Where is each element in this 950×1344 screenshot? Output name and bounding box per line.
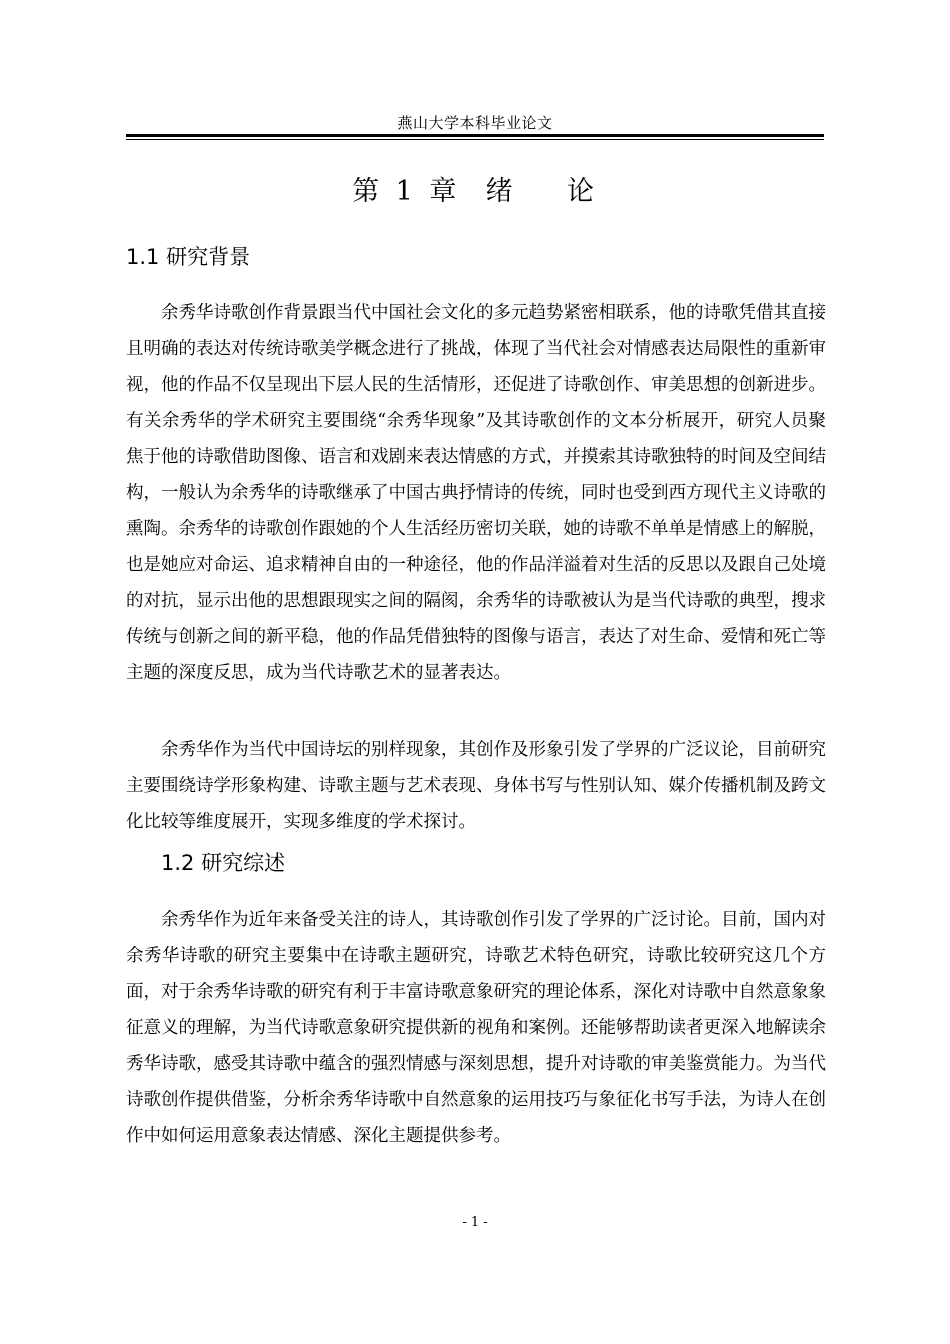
page-number: - 1 - <box>462 1215 488 1230</box>
chapter-title: 第 1 章 绪 论 <box>352 176 598 207</box>
header-rule-thin <box>126 139 824 140</box>
header-rule-thick <box>126 134 824 137</box>
body-paragraph: 余秀华诗歌创作背景跟当代中国社会文化的多元趋势紧密相联系，他的诗歌凭借其直接且明确的表达对传统诗歌美学概念进行了挑战，体现了当代社会对情感表达局限性的重新审视，他的作品不仅呈现出下层人民的生活情形，还促进了诗歌创作、审美思想的创新进步。有关余秀华的学术研究主要围绕“余秀华现象”及其诗歌创作的文本分析展开，研究人员聚焦于他的诗歌借助图像、语言和戏剧来表达情感的方式，并摸索其诗歌独特的时间及空间结构，一般认为余秀华的诗歌继承了中国古典抒情诗的传统，同时也受到西方现代主义诗歌的熏陶。余秀华的诗歌创作跟她的个人生活经历密切关联，她的诗歌不单单是情感上的解脱，也是她应对命运、追求精神自由的一种途径，他的作品洋溢着对生活的反思以及跟自己处境的对抗，显示出他的思想跟现实之间的隔阂，余秀华的诗歌被认为是当代诗歌的典型，搜求传统与创新之间的新平稳，他的作品凭借独特的图像与语言，表达了对生命、爱情和死亡等主题的深度反思，成为当代诗歌艺术的显著表达。 <box>126 303 826 683</box>
body-paragraph: 余秀华作为当代中国诗坛的别样现象，其创作及形象引发了学界的广泛议论，目前研究主要围绕诗学形象构建、诗歌主题与艺术表现、身体书写与性别认知、媒介传播机制及跨文化比较等维度展开，实现多维度的学术探讨。 <box>126 740 826 832</box>
body-paragraph: 余秀华作为近年来备受关注的诗人，其诗歌创作引发了学界的广泛讨论。目前，国内对余秀华诗歌的研究主要集中在诗歌主题研究，诗歌艺术特色研究，诗歌比较研究这几个方面，对于余秀华诗歌的研究有利于丰富诗歌意象研究的理论体系，深化对诗歌中自然意象象征意义的理解，为当代诗歌意象研究提供新的视角和案例。还能够帮助读者更深入地解读余秀华诗歌，感受其诗歌中蕴含的强烈情感与深刻思想，提升对诗歌的审美鉴赏能力。为当代诗歌创作提供借鉴，分析余秀华诗歌中自然意象的运用技巧与象征化书写手法，为诗人在创作中如何运用意象表达情感、深化主题提供参考。 <box>126 910 826 1146</box>
running-header-title: 燕山大学本科毕业论文 <box>397 114 553 132</box>
section-heading-1-2: 1.2 研究综述 <box>161 851 286 875</box>
section-heading-1-1: 1.1 研究背景 <box>126 245 251 269</box>
